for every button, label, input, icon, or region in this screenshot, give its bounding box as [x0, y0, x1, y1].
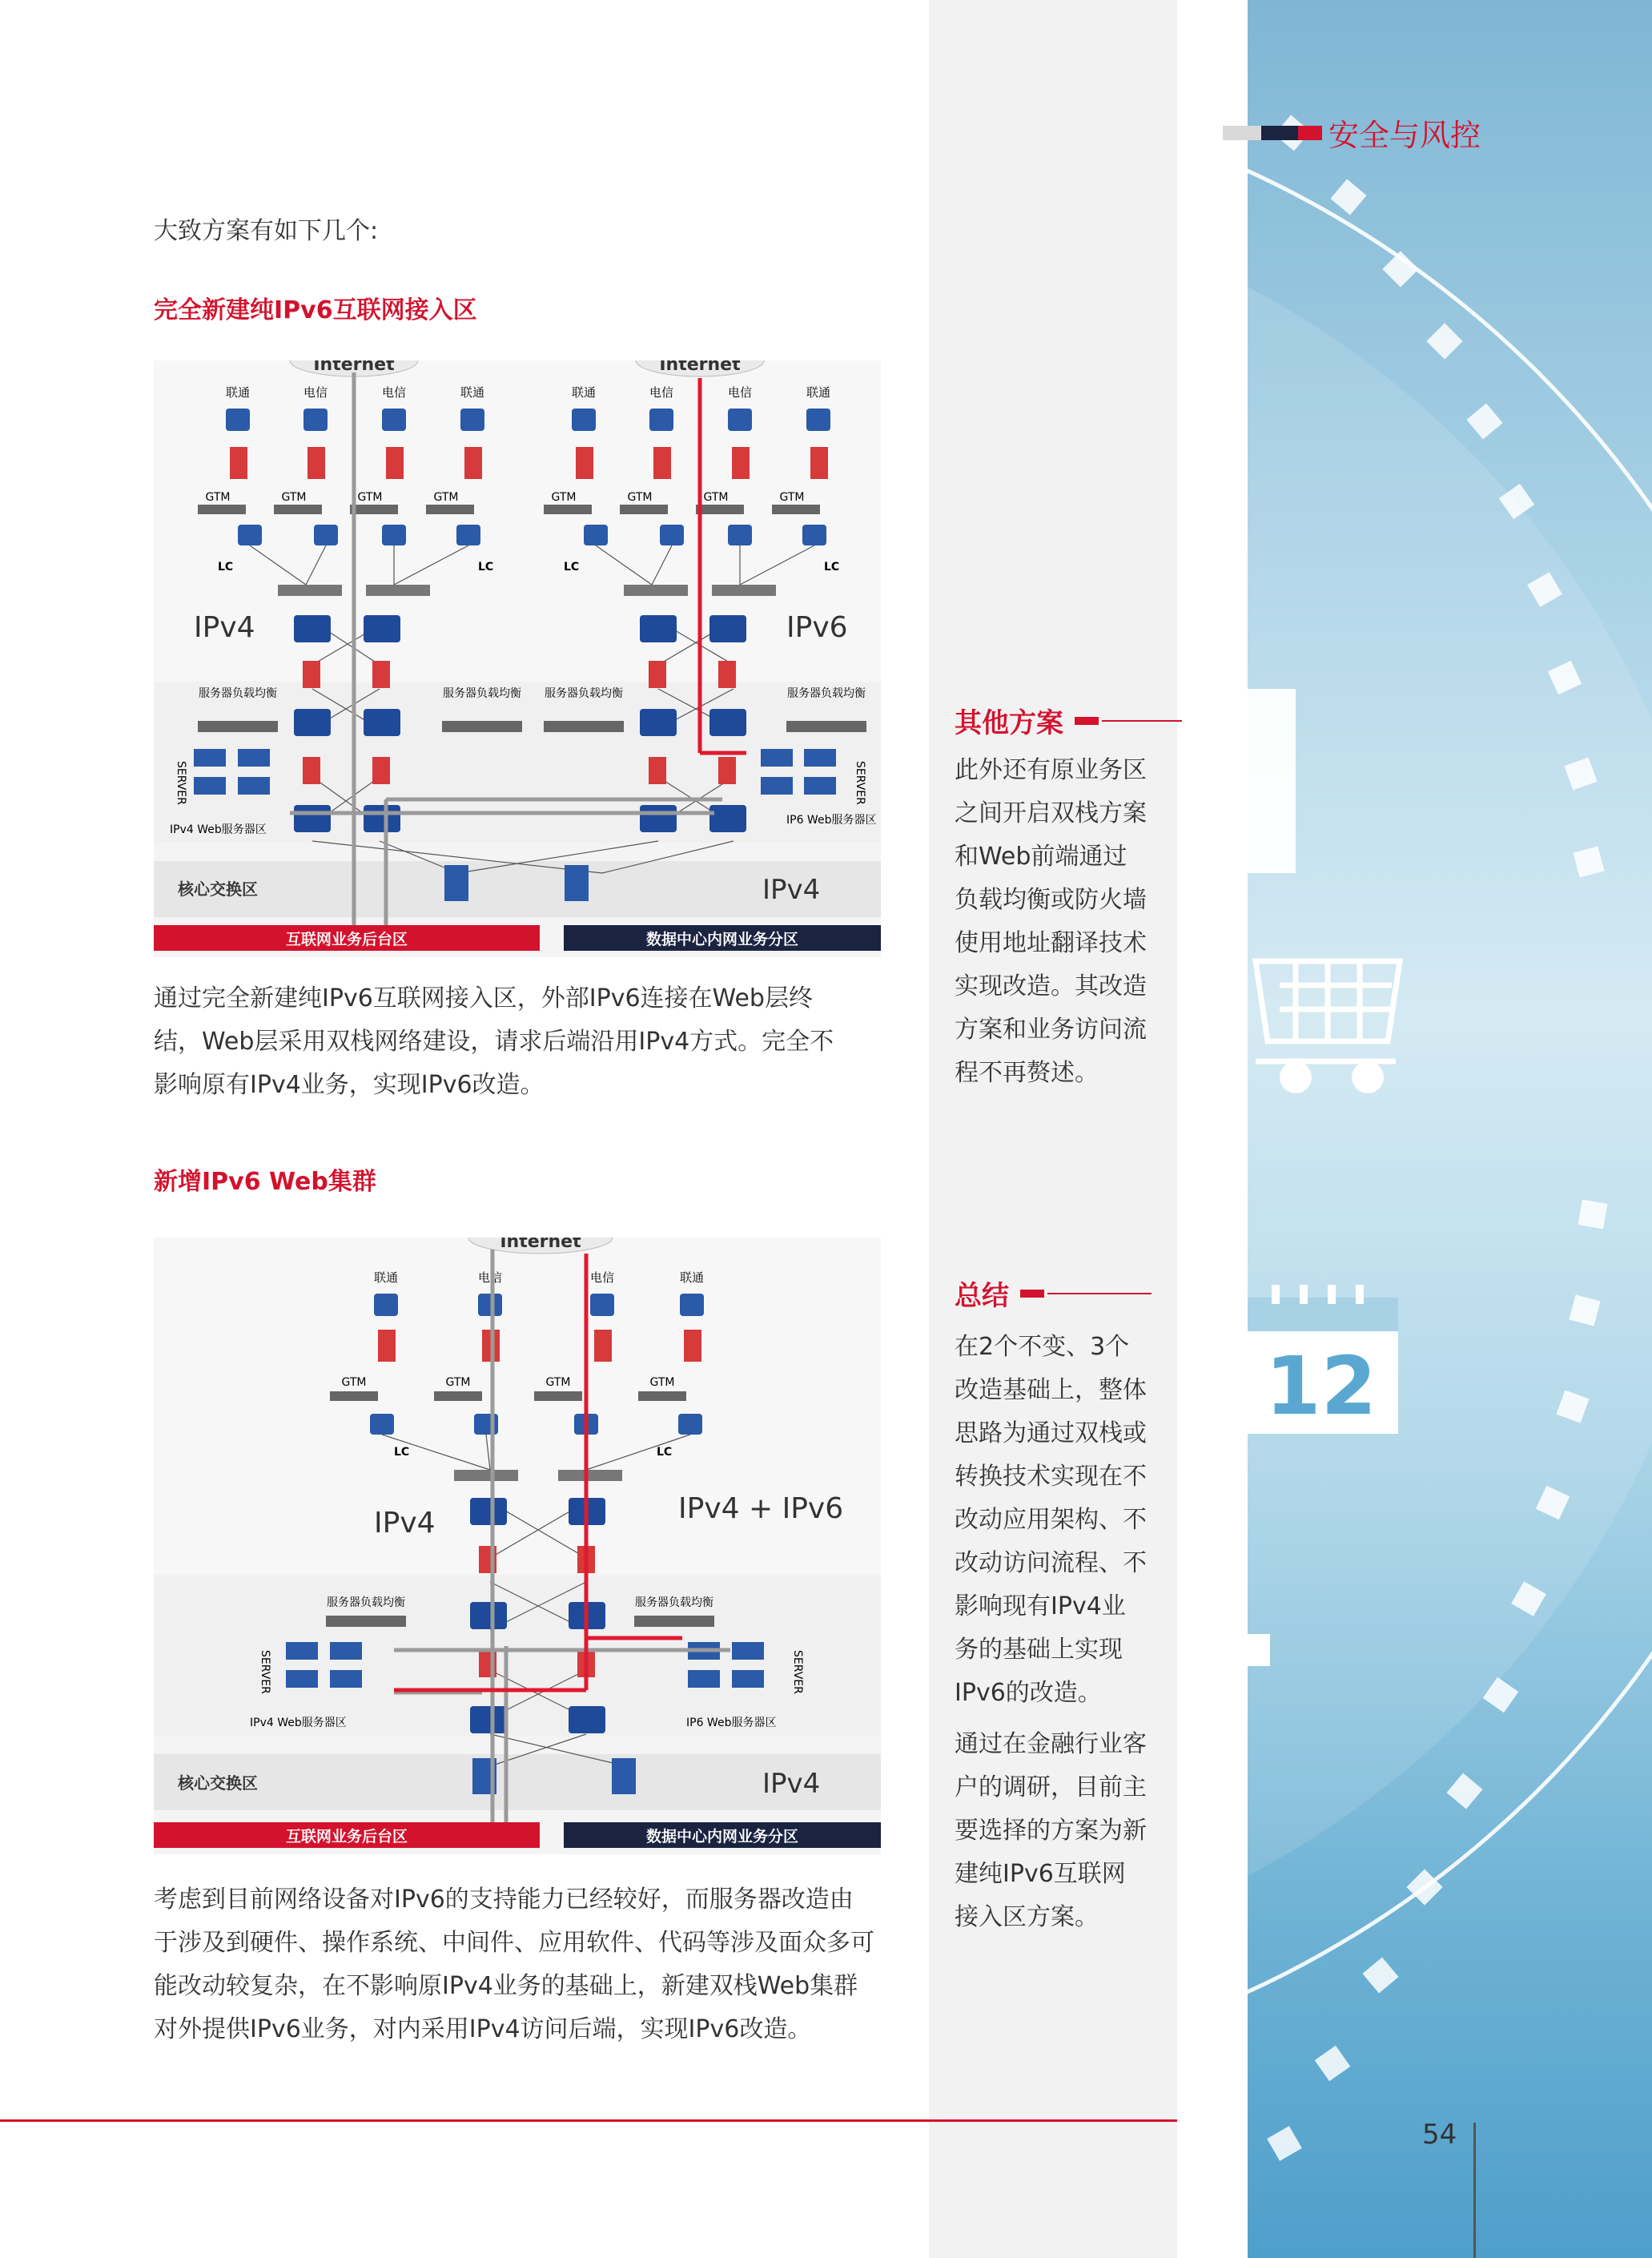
sidebar-line: 改造基础上，整体	[955, 1376, 1147, 1404]
server-zone-right: IP6 Web服务器区	[686, 1717, 777, 1729]
isp-label: 电信	[381, 385, 407, 400]
other-schemes-text	[955, 749, 1163, 1095]
section-header	[1223, 111, 1481, 155]
summary-title	[955, 1274, 1152, 1313]
band-right-label: 数据中心内网业务分区	[645, 931, 799, 948]
scheme1-paragraph	[154, 977, 834, 1107]
sidebar-line: 使用地址翻译技术	[955, 929, 1147, 957]
core-right-label: IPv4	[762, 1768, 821, 1800]
title-dash	[1020, 1290, 1044, 1298]
scheme2-paragraph	[154, 1878, 874, 2051]
other-schemes-title-text: 其他方案	[955, 707, 1063, 739]
server-label: SERVER	[175, 761, 187, 805]
server-label: SERVER	[854, 761, 866, 805]
header-bar-grey	[1223, 126, 1261, 140]
intro-text: 大致方案有如下几个:	[154, 217, 379, 245]
sidebar-line: 负载均衡或防火墙	[955, 886, 1147, 914]
lc-label: LC	[564, 561, 580, 574]
core-right-label: IPv4	[762, 874, 821, 906]
title-line	[1102, 720, 1182, 722]
title-line	[1047, 1293, 1152, 1294]
sidebar-line: 影响现有IPv4业	[955, 1592, 1126, 1620]
sidebar-line: IPv6的改造。	[955, 1679, 1102, 1707]
gtm-label: GTM	[627, 491, 653, 504]
section-title: 安全与风控	[1328, 118, 1481, 153]
isp-label: 联通	[373, 1270, 399, 1285]
sidebar-line: 之间开启双栈方案	[955, 799, 1147, 827]
sidebar-line: 接入区方案。	[955, 1903, 1099, 1931]
header-bar-red	[1298, 126, 1322, 140]
paragraph-line: 考虑到目前网络设备对IPv6的支持能力已经较好，而服务器改造由	[154, 1886, 854, 1914]
lc-label: LC	[478, 561, 494, 574]
sidebar-line: 改动应用架构、不	[955, 1506, 1147, 1534]
lb-label: 服务器负载均衡	[199, 687, 277, 700]
isp-label: 联通	[571, 385, 597, 400]
zone-left-label: IPv4	[374, 1507, 436, 1540]
paragraph-line: 结，Web层采用双栈网络建设，请求后端沿用IPv4方式。完全不	[154, 1028, 834, 1056]
core-zone-label: 核心交换区	[178, 879, 258, 899]
sidebar-line: 思路为通过双栈或	[955, 1419, 1147, 1447]
other-schemes-title	[955, 701, 1182, 740]
summary-title-text: 总结	[955, 1280, 1009, 1312]
paragraph-line: 对外提供IPv6业务，对内采用IPv4访问后端，实现IPv6改造。	[154, 2015, 812, 2043]
server-label: SERVER	[791, 1650, 804, 1694]
isp-label: 电信	[727, 385, 753, 400]
band-right-label: 数据中心内网业务分区	[645, 1828, 799, 1845]
sidebar-line: 建纯IPv6互联网	[955, 1860, 1126, 1888]
summary-text	[955, 1326, 1163, 1939]
core-zone-label: 核心交换区	[178, 1773, 258, 1793]
lc-label: LC	[218, 561, 234, 574]
page-number-divider	[1473, 2123, 1476, 2258]
server-label: SERVER	[259, 1650, 271, 1694]
sidebar-line: 此外还有原业务区	[955, 756, 1147, 784]
sidebar-line: 程不再赘述。	[955, 1059, 1099, 1087]
paragraph-line: 影响原有IPv4业务，实现IPv6改造。	[154, 1071, 545, 1099]
sidebar-line: 务的基础上实现	[955, 1636, 1123, 1664]
lc-label: LC	[824, 561, 840, 574]
gtm-label: GTM	[649, 1376, 675, 1389]
isp-label: 电信	[589, 1270, 615, 1285]
gtm-label: GTM	[357, 491, 383, 504]
sidebar-line: 户的调研，目前主	[955, 1773, 1147, 1801]
title-dash	[1075, 717, 1099, 725]
scheme1-diagram	[154, 360, 881, 957]
internet-label: Internet	[500, 1238, 581, 1252]
gtm-label: GTM	[205, 491, 231, 504]
lc-label: LC	[657, 1446, 673, 1459]
sidebar-line: 改动访问流程、不	[955, 1549, 1147, 1577]
lb-label: 服务器负载均衡	[443, 687, 521, 700]
header-bar-navy	[1261, 126, 1298, 140]
lb-label: 服务器负载均衡	[635, 1596, 713, 1609]
isp-label: 联通	[225, 385, 251, 400]
sidebar-line: 在2个不变、3个	[955, 1333, 1130, 1361]
zone-right-label: IPv4 + IPv6	[678, 1492, 844, 1525]
paragraph-line: 于涉及到硬件、操作系统、中间件、应用软件、代码等涉及面众多可	[154, 1929, 874, 1957]
lb-label: 服务器负载均衡	[545, 687, 623, 700]
gtm-label: GTM	[545, 1376, 571, 1389]
isp-label: 联通	[460, 385, 485, 400]
gtm-label: GTM	[341, 1376, 367, 1389]
lb-label: 服务器负载均衡	[787, 687, 866, 700]
sidebar-line: 实现改造。其改造	[955, 972, 1147, 1000]
zone-left-label: IPv4	[194, 611, 255, 644]
paragraph-line: 能改动较复杂，在不影响原IPv4业务的基础上，新建双栈Web集群	[154, 1972, 858, 2000]
scheme1-title: 完全新建纯IPv6互联网接入区	[154, 296, 477, 324]
gtm-label: GTM	[551, 491, 577, 504]
scheme2-diagram	[154, 1238, 881, 1854]
server-zone-right: IP6 Web服务器区	[786, 814, 877, 827]
gtm-label: GTM	[433, 491, 459, 504]
gtm-label: GTM	[445, 1376, 471, 1389]
paragraph-line: 通过完全新建纯IPv6互联网接入区，外部IPv6连接在Web层终	[154, 984, 813, 1012]
lc-label: LC	[394, 1446, 410, 1459]
zone-right-label: IPv6	[786, 611, 848, 644]
isp-label: 电信	[649, 385, 674, 400]
gtm-label: GTM	[281, 491, 307, 504]
internet-label-right: Internet	[659, 360, 741, 375]
page-number: 54	[1422, 2119, 1457, 2151]
band-left-label: 互联网业务后台区	[285, 1828, 408, 1845]
sidebar-line: 要选择的方案为新	[955, 1817, 1147, 1845]
internet-label: Internet	[313, 360, 395, 375]
decorative-panel	[1248, 0, 1652, 2258]
calendar-number: 12	[1265, 1339, 1377, 1433]
sidebar-line: 方案和业务访问流	[955, 1016, 1147, 1044]
sidebar-line: 和Web前端通过	[955, 843, 1127, 871]
isp-label: 电信	[477, 1270, 503, 1285]
sidebar-line: 转换技术实现在不	[955, 1463, 1147, 1491]
sidebar-line: 通过在金融行业客	[955, 1730, 1147, 1758]
band-left-label: 互联网业务后台区	[285, 931, 408, 948]
gtm-label: GTM	[703, 491, 729, 504]
isp-label: 电信	[303, 385, 328, 400]
scheme2-title: 新增IPv6 Web集群	[154, 1168, 376, 1196]
lb-label: 服务器负载均衡	[327, 1596, 405, 1609]
server-zone-left: IPv4 Web服务器区	[250, 1717, 347, 1729]
isp-label: 联通	[679, 1270, 705, 1285]
isp-label: 联通	[806, 385, 831, 400]
server-zone-left: IPv4 Web服务器区	[170, 823, 267, 836]
footer-rule	[0, 2119, 1177, 2122]
gtm-label: GTM	[779, 491, 805, 504]
